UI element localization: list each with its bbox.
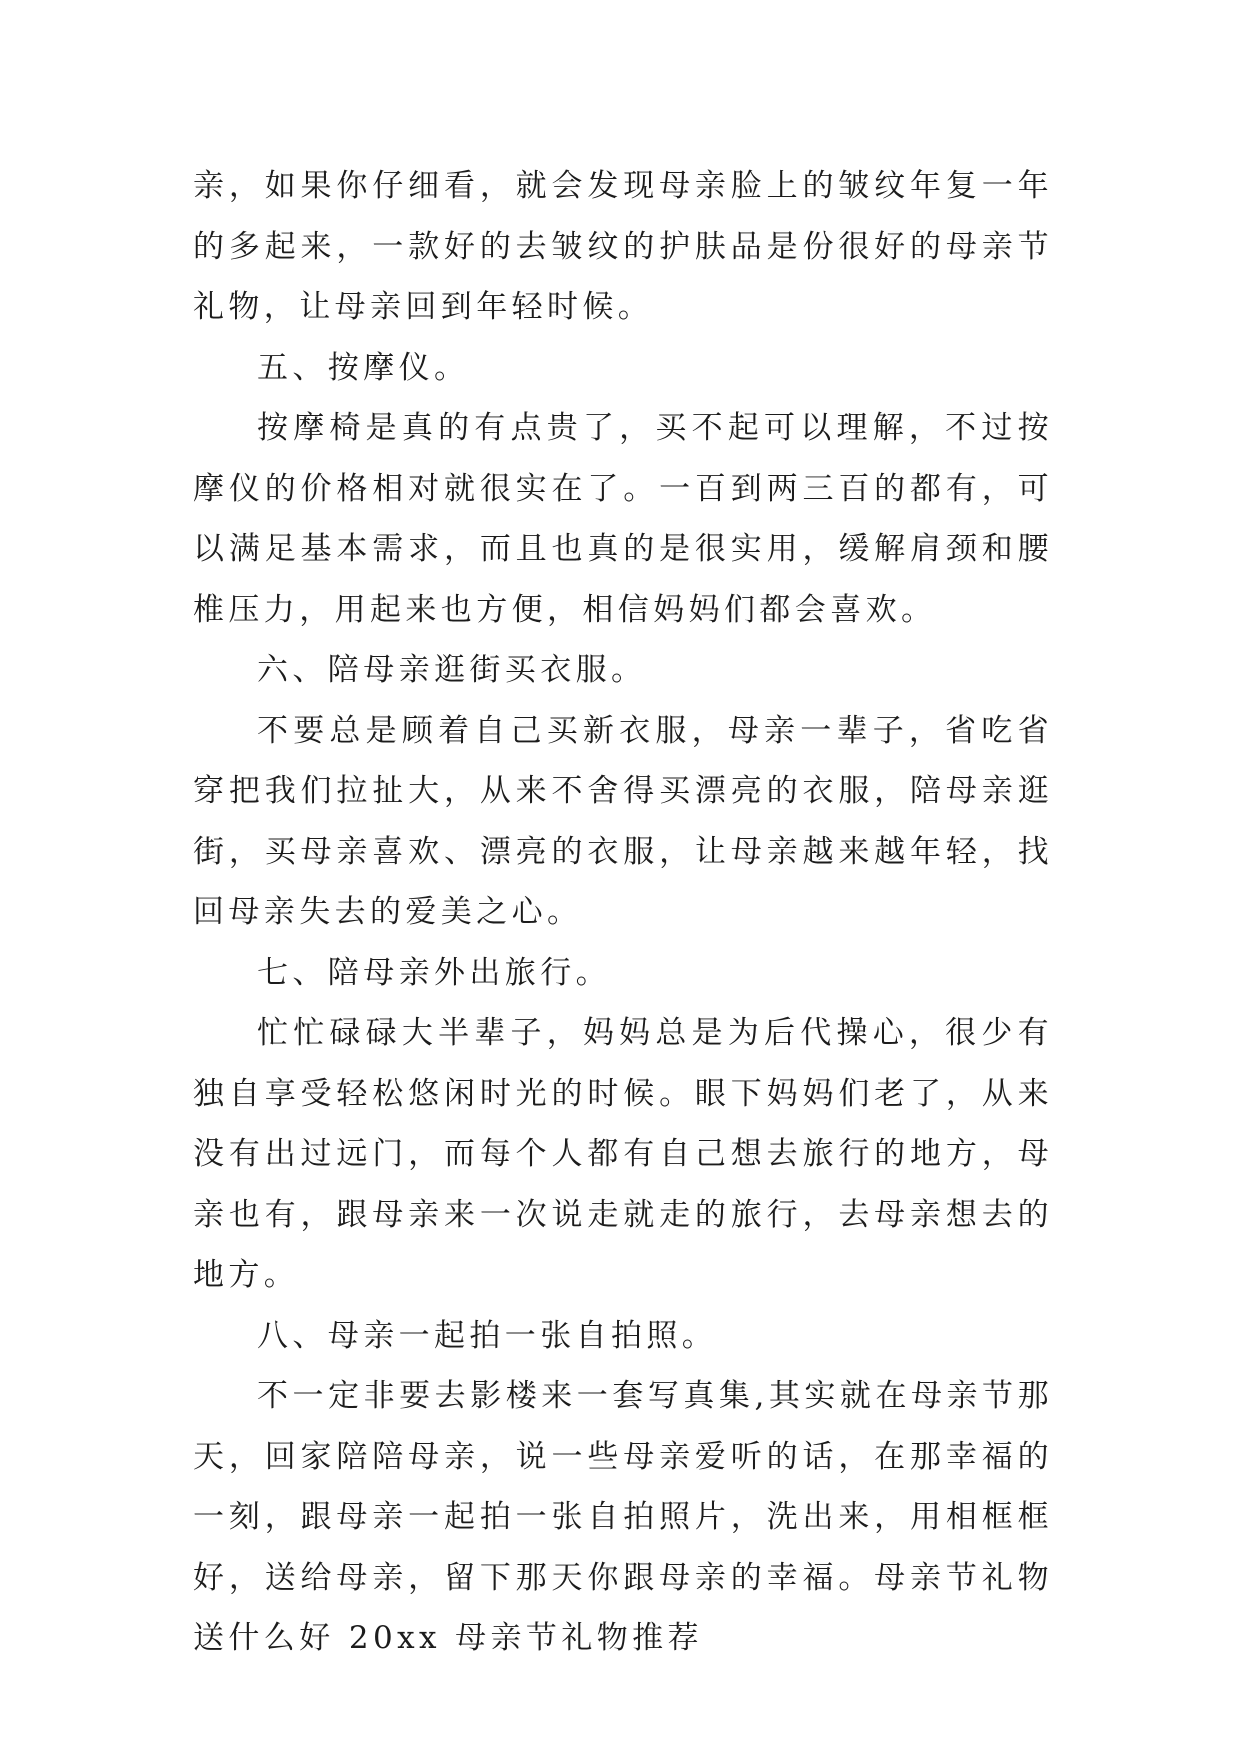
paragraph-travel: 忙忙碌碌大半辈子，妈妈总是为后代操心，很少有独自享受轻松悠闲时光的时候。眼下妈妈们老了，从来没有出过远门，而每个人都有自己想去旅行的地方，母亲也有，跟母亲来一次说走就走的旅行，去母亲想去的地方。: [193, 1015, 1053, 1293]
heading-shopping: 六、陪母亲逛街买衣服。: [257, 652, 647, 688]
heading-selfie: 八、母亲一起拍一张自拍照。: [257, 1317, 718, 1354]
paragraph-massager: 按摩椅是真的有点贵了，买不起可以理解，不过按摩仪的价格相对就很实在了。一百到两三百的都有，可以满足基本需求，而且也真的是很实用，缓解肩颈和腰椎压力，用起来也方便，相信妈妈们都会喜欢。: [193, 410, 1053, 628]
paragraph-selfie: 不一定非要去影楼来一套写真集,其实就在母亲节那天，回家陪陪母亲，说一些母亲爱听的话，在那幸福的一刻，跟母亲一起拍一张自拍照片，洗出来，用相框框好，送给母亲，留下那天你跟母亲的幸福。母亲节礼物送什么好 20xx 母亲节礼物推荐: [193, 1378, 1053, 1656]
heading-travel: 七、陪母亲外出旅行。: [257, 954, 611, 991]
heading-massager: 五、按摩仪。: [257, 349, 470, 386]
paragraph-shopping: 不要总是顾着自己买新衣服，母亲一辈子，省吃省穿把我们拉扯大，从来不舍得买漂亮的衣服，陪母亲逛街，买母亲喜欢、漂亮的衣服，让母亲越来越年轻，找回母亲失去的爱美之心。: [193, 712, 1053, 930]
paragraph-skincare-end: 亲，如果你仔细看，就会发现母亲脸上的皱纹年复一年的多起来，一款好的去皱纹的护肤品是份很好的母亲节礼物，让母亲回到年轻时候。: [193, 168, 1053, 325]
document-body: [193, 156, 1053, 1669]
